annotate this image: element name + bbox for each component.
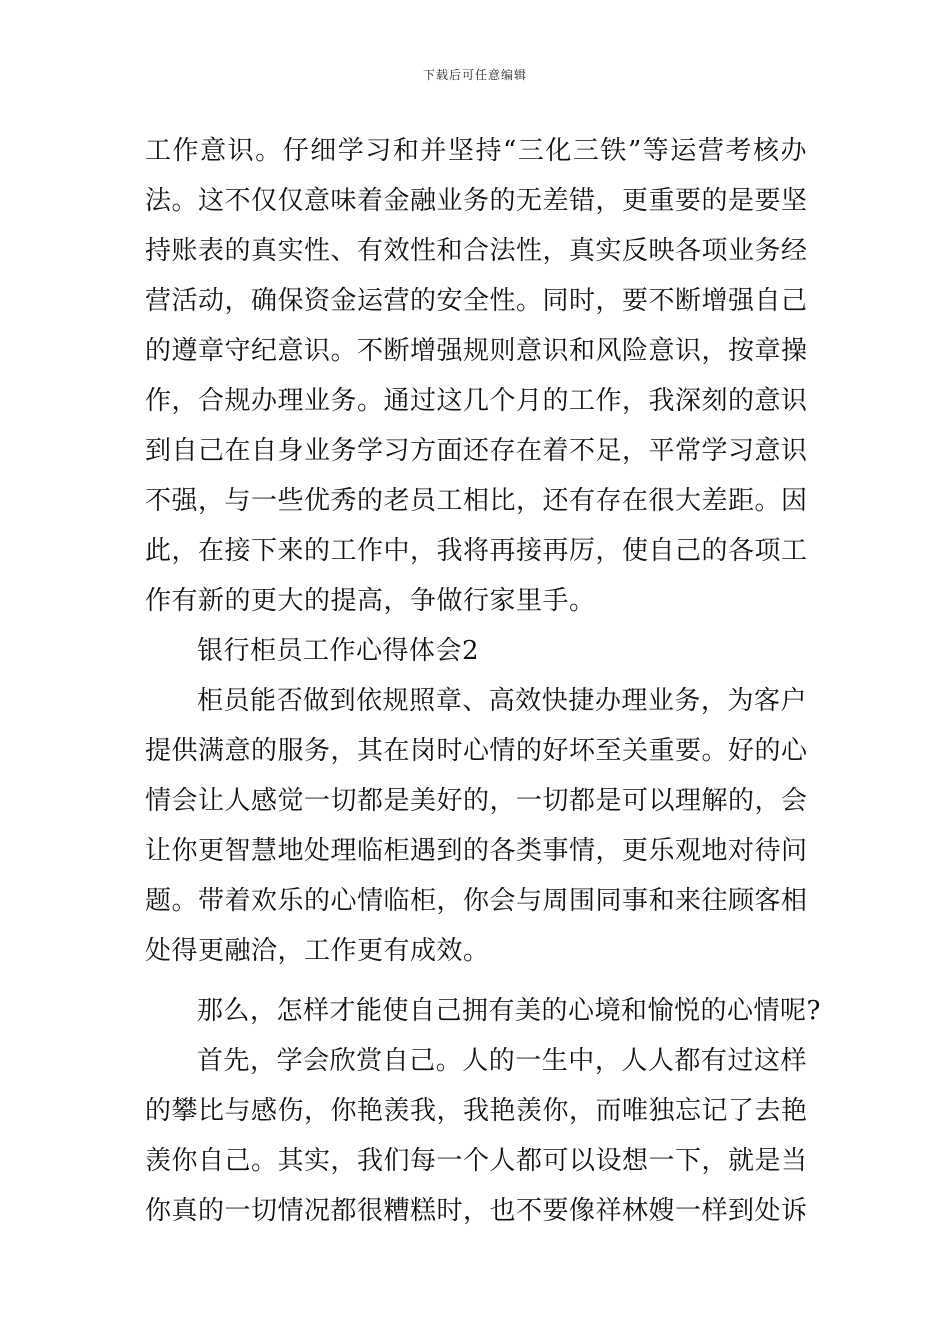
text-line: 让你更智慧地处理临柜遇到的各类事情，更乐观地对待问 — [145, 836, 808, 866]
text-line: 你真的一切情况都很糟糕时，也不要像祥林嫂一样到处诉 — [145, 1196, 808, 1226]
text-line: 情会让人感觉一切都是美好的，一切都是可以理解的，会 — [145, 786, 808, 816]
text-line: 提供满意的服务，其在岗时心情的好坏至关重要。好的心 — [145, 736, 808, 766]
section-title: 银行柜员工作心得体会2 — [197, 636, 480, 666]
text-line: 作，合规办理业务。通过这几个月的工作，我深刻的意识 — [145, 386, 808, 416]
text-line: 工作意识。仔细学习和并坚持“三化三铁”等运营考核办 — [145, 136, 807, 166]
text-line: 羡你自己。其实，我们每一个人都可以设想一下，就是当 — [145, 1146, 808, 1176]
paragraph-gap — [145, 976, 807, 986]
text-line: 处得更融洽，工作更有成效。 — [145, 936, 490, 966]
text-line: 题。带着欢乐的心情临柜，你会与周围同事和来往顾客相 — [145, 886, 808, 916]
text-line: 的遵章守纪意识。不断增强规则意识和风险意识，按章操 — [145, 336, 808, 366]
text-line: 那么，怎样才能使自己拥有美的心境和愉悦的心情呢? — [197, 996, 821, 1026]
document-body — [145, 126, 821, 1236]
text-line: 柜员能否做到依规照章、高效快捷办理业务，为客户 — [197, 686, 807, 716]
page-header: 下载后可任意编辑 — [422, 68, 527, 82]
text-line: 到自己在自身业务学习方面还存在着不足，平常学习意识 — [145, 436, 808, 466]
text-line: 不强，与一些优秀的老员工相比，还有存在很大差距。因 — [145, 486, 808, 516]
text-line: 的攀比与感伤，你艳羡我，我艳羡你，而唯独忘记了去艳 — [145, 1096, 808, 1126]
text-line: 法。这不仅仅意味着金融业务的无差错，更重要的是要坚 — [145, 186, 808, 216]
text-line: 持账表的真实性、有效性和合法性，真实反映各项业务经 — [145, 236, 808, 266]
text-line: 营活动，确保资金运营的安全性。同时，要不断增强自己 — [145, 286, 808, 316]
text-line: 首先，学会欣赏自己。人的一生中，人人都有过这样 — [197, 1046, 807, 1076]
text-line: 此，在接下来的工作中，我将再接再厉，使自己的各项工 — [145, 536, 808, 566]
text-line: 作有新的更大的提高，争做行家里手。 — [145, 586, 596, 616]
